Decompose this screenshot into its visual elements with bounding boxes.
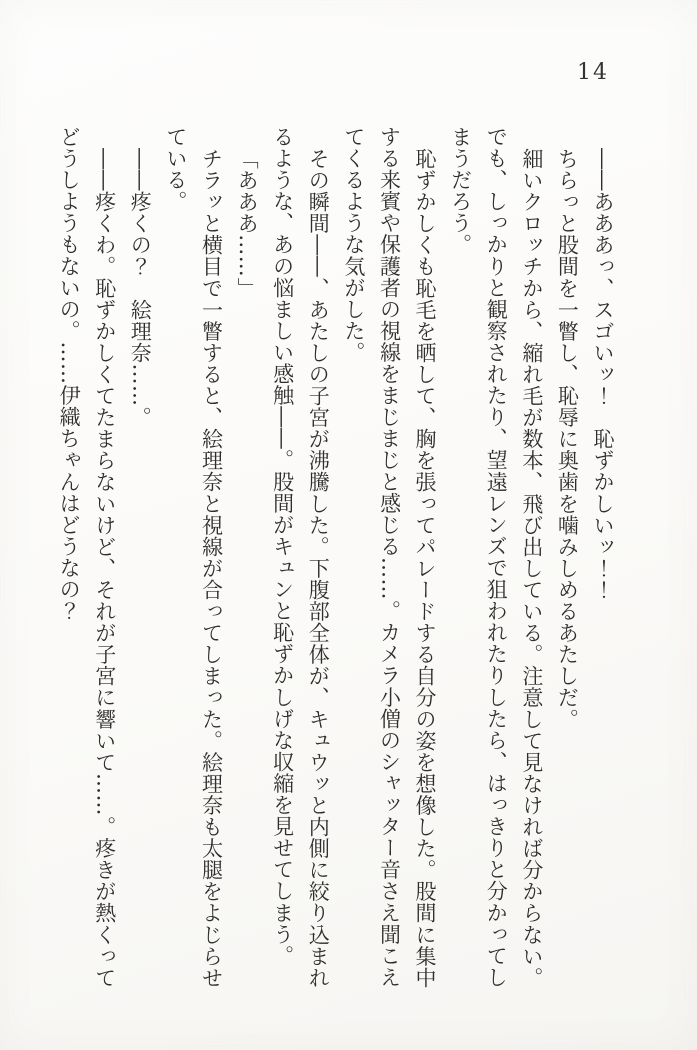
page-number: 14 bbox=[577, 60, 609, 85]
vertical-text-block bbox=[51, 126, 621, 994]
paragraph: ちらっと股間を一瞥し、恥辱に奥歯を噛みしめるあたしだ。 bbox=[555, 147, 580, 730]
paragraph-dialogue: ――疼くわ。恥ずかしくてたまらないけど、それが子宮に響いて……。疼きが熱くってどうしようもないの。……伊織ちゃんはどうなの？ bbox=[57, 126, 117, 988]
paragraph: 細いクロッチから、縮れ毛が数本、飛び出している。注意して見なければ分からない。でも、しっかりと観察されたり、望遠レンズで狙われたりしたら、はっきりと分かってしまうだろう。 bbox=[448, 126, 544, 988]
paragraph: 恥ずかしくも恥毛を晒して、胸を張ってパレードする自分の姿を想像した。股間に集中する来賓や保護者の視線をまじまじと感じる……。カメラ小僧のシャッター音さえ聞こえてくるような気がした。 bbox=[341, 126, 438, 988]
paragraph-dialogue-exclaim: ――あああっ、スゴいッ！ 恥ずかしいッ！！ bbox=[591, 147, 615, 601]
paragraph-quote: 「あああ……」 bbox=[235, 147, 260, 299]
paragraph: その瞬間――、あたしの子宮が沸騰した。下腹部全体が、キュウッと内側に絞り込まれるような、あの悩ましい感触――。股間がキュンと恥ずかしげな収縮を見せてしまう。 bbox=[270, 126, 331, 988]
paragraph: チラッと横目で一瞥すると、絵理奈と視線が合ってしまった。絵理奈も太腿をよじらせている。 bbox=[163, 126, 224, 988]
paragraph-dialogue: ――疼くの？ 絵理奈……。 bbox=[128, 147, 153, 428]
